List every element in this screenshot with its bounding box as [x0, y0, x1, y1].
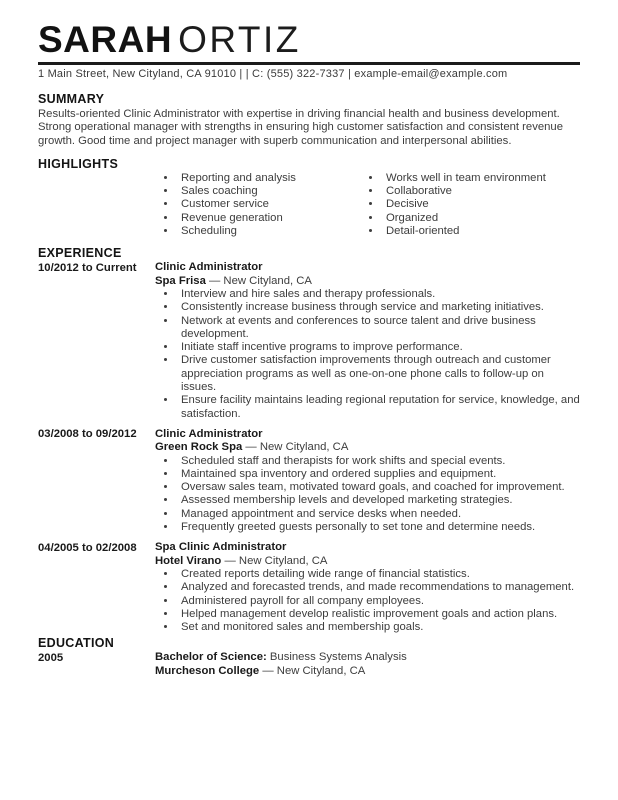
job-bullet: • Network at events and conferences to source talent and drive business development. — [177, 315, 580, 342]
job-body — [155, 261, 580, 421]
highlight-item: • Scheduling — [177, 225, 360, 238]
job-location: — New Cityland, CA — [245, 441, 349, 454]
job-entry-spa-frisa — [38, 261, 580, 421]
job-bullet: • Drive customer satisfaction improvements through outreach and customer appreciation programs as well as one-on-one phone calls to follow-up on issues. — [177, 354, 580, 394]
education-degree-field: Business Systems Analysis — [269, 651, 407, 664]
job-bullet: • Initiate staff incentive programs to improve performance. — [177, 341, 580, 354]
job-company-line — [155, 555, 580, 568]
job-bullet: • Created reports detailing wide range of financial statistics. — [177, 568, 580, 581]
job-company-line — [155, 275, 580, 288]
education-year: 2005 — [38, 651, 64, 664]
highlights-column-2 — [360, 172, 580, 238]
candidate-name — [38, 20, 580, 60]
job-bullets — [155, 455, 580, 535]
education-heading: EDUCATION — [38, 636, 115, 651]
highlights-columns — [155, 172, 580, 238]
highlight-item: • Decisive — [382, 198, 580, 211]
highlights-section — [38, 157, 580, 238]
highlight-item: • Reporting and analysis — [177, 172, 360, 185]
experience-heading: EXPERIENCE — [38, 246, 122, 261]
highlight-item: • Detail-oriented — [382, 225, 580, 238]
education-school: Murcheson College — [155, 664, 260, 677]
job-title: Clinic Administrator — [155, 261, 263, 274]
job-bullet: • Administered payroll for all company employees. — [177, 595, 580, 608]
education-degree-line — [155, 651, 580, 664]
job-bullet: • Analyzed and forecasted trends, and made recommendations to management. — [177, 581, 580, 594]
job-bullet: • Scheduled staff and therapists for work shifts and special events. — [177, 455, 580, 468]
job-bullet: • Interview and hire sales and therapy professionals. — [177, 288, 580, 301]
job-bullet: • Maintained spa inventory and ordered supplies and equipment. — [177, 468, 580, 481]
contact-line: 1 Main Street, New Cityland, CA 91010 | | C: (555) 322-7337 | example-email@example.com — [38, 68, 508, 80]
highlight-item: • Sales coaching — [177, 185, 360, 198]
highlights-column-1 — [155, 172, 360, 238]
job-dates: 04/2005 to 02/2008 — [38, 541, 137, 554]
job-title: Spa Clinic Administrator — [155, 541, 287, 554]
job-bullets — [155, 568, 580, 634]
job-title: Clinic Administrator — [155, 427, 263, 440]
resume-header — [38, 20, 580, 82]
job-bullets — [155, 288, 580, 421]
job-bullet: • Assessed membership levels and developed marketing strategies. — [177, 494, 580, 507]
job-bullet: • Consistently increase business through service and marketing initiatives. — [177, 301, 580, 314]
education-school-line — [155, 665, 580, 678]
education-section — [38, 636, 580, 678]
summary-text: Results-oriented Clinic Administrator with expertise in driving financial health and business development. Strong operational manager with strengths in ensuring high customer satisfaction and consistent revenue growth. Good time and project manager with superb communication and interpersonal abilities. — [38, 108, 563, 147]
job-bullet: • Ensure facility maintains leading regional reputation for service, knowledge, and satisfaction. — [177, 394, 580, 421]
experience-section — [38, 246, 580, 634]
job-company-line — [155, 441, 580, 454]
job-company: Spa Frisa — [155, 274, 206, 287]
education-school-location: — New Cityland, CA — [262, 664, 366, 677]
highlights-heading: HIGHLIGHTS — [38, 156, 119, 171]
candidate-first-name: SARAH — [38, 19, 173, 60]
job-bullet: • Frequently greeted guests personally to set tone and determine needs. — [177, 521, 580, 534]
summary-heading: SUMMARY — [38, 92, 105, 106]
education-body — [155, 651, 580, 678]
job-bullet: • Set and monitored sales and membership goals. — [177, 621, 580, 634]
education-degree-label: Bachelor of Science: — [155, 651, 267, 664]
job-body — [155, 428, 580, 534]
education-entry — [38, 651, 580, 678]
summary-section — [38, 92, 580, 148]
highlight-item: • Customer service — [177, 198, 360, 211]
job-bullet: • Managed appointment and service desks when needed. — [177, 508, 580, 521]
job-body — [155, 541, 580, 634]
job-entry-green-rock-spa — [38, 428, 580, 534]
highlight-item: • Works well in team environment — [382, 172, 580, 185]
job-location: — New Cityland, CA — [224, 554, 328, 567]
job-dates: 03/2008 to 09/2012 — [38, 428, 137, 441]
highlight-item: • Revenue generation — [177, 212, 360, 225]
highlight-item: • Collaborative — [382, 185, 580, 198]
job-company: Hotel Virano — [155, 554, 222, 567]
job-company: Green Rock Spa — [155, 441, 243, 454]
job-bullet: • Helped management develop realistic improvement goals and action plans. — [177, 608, 580, 621]
job-entry-hotel-virano — [38, 541, 580, 634]
candidate-last-name: ORTIZ — [178, 19, 301, 60]
job-location: — New Cityland, CA — [209, 274, 312, 287]
highlight-item: • Organized — [382, 212, 580, 225]
header-divider — [38, 62, 580, 65]
job-bullet: • Oversaw sales team, motivated toward goals, and coached for improvement. — [177, 481, 580, 494]
job-dates: 10/2012 to Current — [38, 261, 137, 274]
